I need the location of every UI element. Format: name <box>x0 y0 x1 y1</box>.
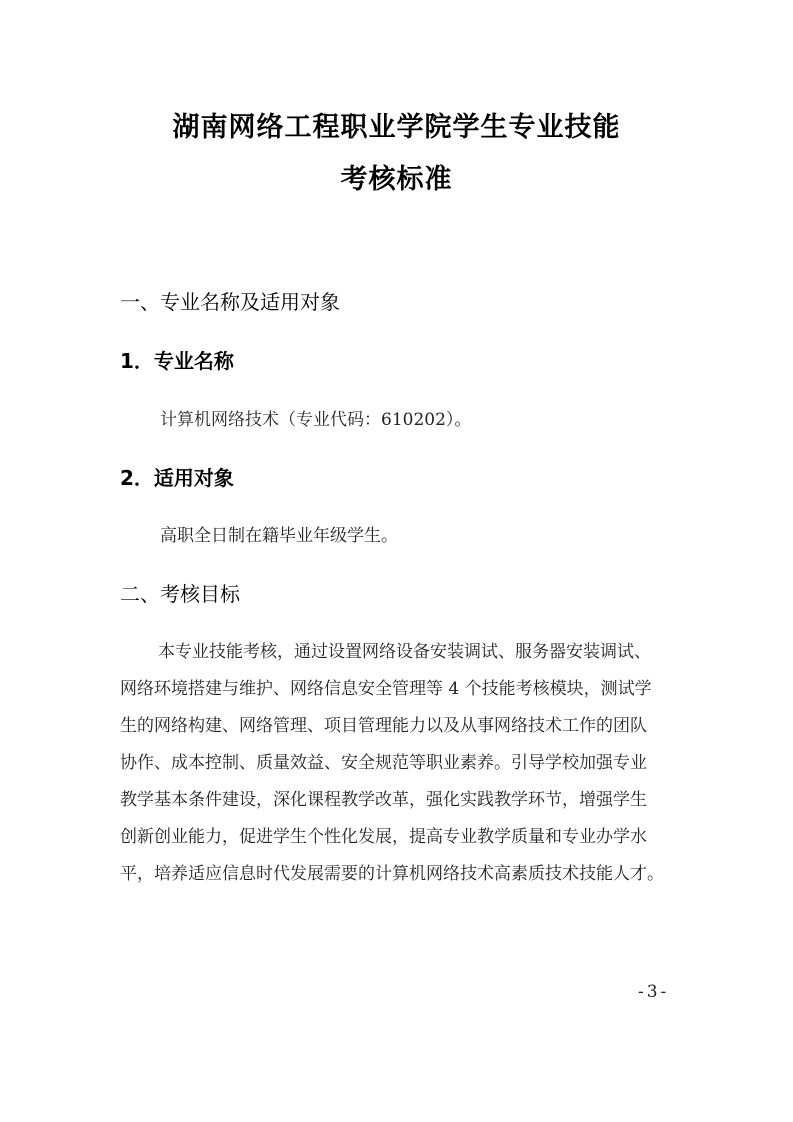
target-audience-text: 高职全日制在籍毕业年级学生。 <box>160 526 398 546</box>
page-number: -3- <box>638 982 670 1002</box>
document-title-line-2: 考核标准 <box>340 164 453 195</box>
section-1-heading: 一、专业名称及适用对象 <box>120 290 340 314</box>
paragraph-line: 网络环境搭建与维护、网络信息安全管理等 4 个技能考核模块，测试学 <box>120 679 652 699</box>
major-name-text: 计算机网络技术（专业代码：610202）。 <box>160 410 472 430</box>
paragraph-line: 协作、成本控制、质量效益、安全规范等职业素养。引导学校加强专业 <box>120 753 647 773</box>
subsection-major-name-heading: 1．专业名称 <box>120 349 234 373</box>
paragraph-line: 创新创业能力，促进学生个性化发展，提高专业教学质量和专业办学水 <box>120 827 647 847</box>
paragraph-line: 教学基本条件建设，深化课程教学改革，强化实践教学环节，增强学生 <box>120 790 647 810</box>
document-title-line-1: 湖南网络工程职业学院学生专业技能 <box>172 112 621 143</box>
section-2-heading: 二、考核目标 <box>120 582 240 606</box>
assessment-goal-paragraph <box>120 634 685 893</box>
paragraph-line: 平，培养适应信息时代发展需要的计算机网络技术高素质技术技能人才。 <box>120 864 664 884</box>
subsection-target-audience-heading: 2．适用对象 <box>120 466 234 490</box>
paragraph-line: 本专业技能考核，通过设置网络设备安装调试、服务器安装调试、 <box>158 642 651 662</box>
paragraph-line: 生的网络构建、网络管理、项目管理能力以及从事网络技术工作的团队 <box>120 716 647 736</box>
